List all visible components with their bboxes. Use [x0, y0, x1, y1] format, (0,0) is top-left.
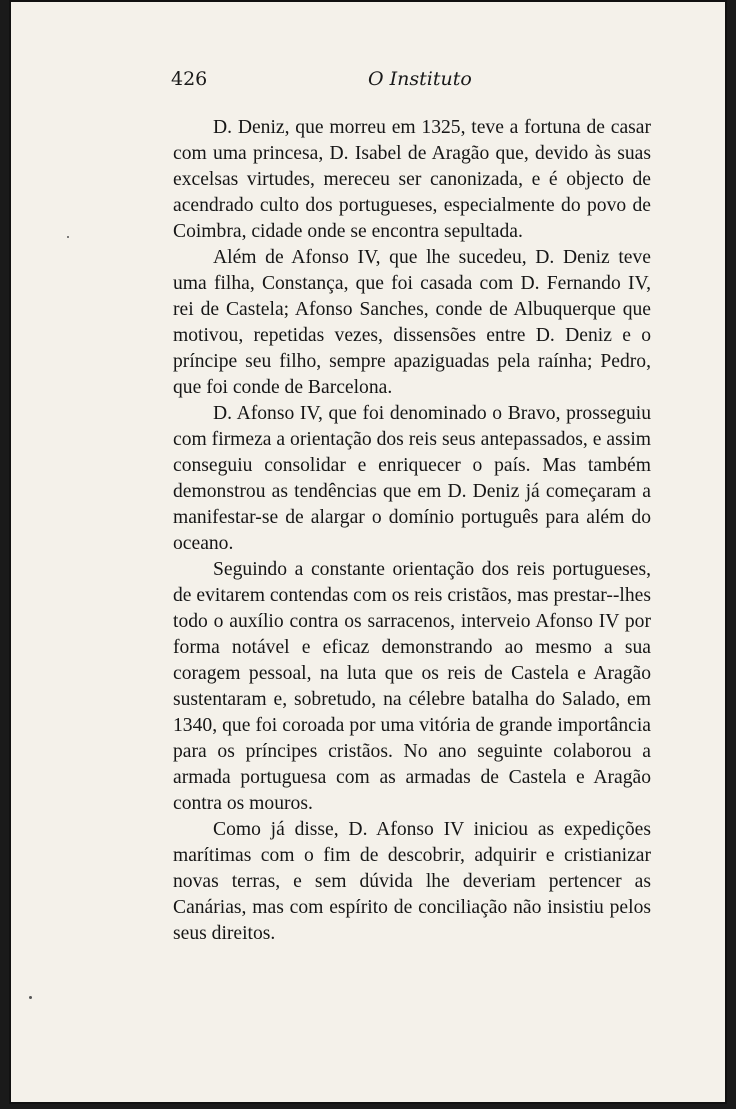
- running-title: O Instituto: [368, 68, 472, 90]
- page-number: 426: [171, 68, 208, 90]
- body-text: [173, 115, 651, 947]
- book-page: [9, 0, 727, 1104]
- paper-speck: [29, 996, 32, 999]
- page-header: [171, 68, 591, 98]
- paragraph: Além de Afonso IV, que lhe sucedeu, D. Deniz teve uma filha, Constança, que foi casada com D. Fernando IV, rei de Castela; Afonso Sanches, conde de Albuquerque que motivou, repetidas vezes, dissensões entre D. Deniz e o príncipe seu filho, sempre apaziguadas pela raínha; Pedro, que foi conde de Barcelona.: [173, 247, 651, 398]
- paragraph: Como já disse, D. Afonso IV iniciou as expedições marítimas com o fim de descobrir, adquirir e cristianizar novas terras, e sem dúvida lhe deveriam pertencer as Canárias, mas com espírito de conciliação não insistiu pelos seus direitos.: [173, 819, 651, 944]
- paper-speck: [67, 236, 69, 238]
- paragraph: D. Deniz, que morreu em 1325, teve a fortuna de casar com uma princesa, D. Isabel de Aragão que, devido às suas excelsas virtudes, mereceu ser canonizada, e é objecto de acendrado culto dos portugueses, especialmente do povo de Coimbra, cidade onde se encontra sepultada.: [173, 117, 651, 242]
- paragraph: Seguindo a constante orientação dos reis portugueses, de evitarem contendas com os reis cristãos, mas prestar--lhes todo o auxílio contra os sarracenos, interveio Afonso IV por forma notável e eficaz demonstrando ao mesmo a sua coragem pessoal, na luta que os reis de Castela e Aragão sustentaram e, sobretudo, na célebre batalha do Salado, em 1340, que foi coroada por uma vitória de grande importância para os príncipes cristãos. No ano seguinte colaborou a armada portuguesa com as armadas de Castela e Aragão contra os mouros.: [173, 559, 651, 814]
- paragraph: D. Afonso IV, que foi denominado o Bravo, prosseguiu com firmeza a orientação dos reis seus antepassados, e assim conseguiu consolidar e enriquecer o país. Mas também demonstrou as tendências que em D. Deniz já começaram a manifestar-se de alargar o domínio português para além do oceano.: [173, 403, 651, 554]
